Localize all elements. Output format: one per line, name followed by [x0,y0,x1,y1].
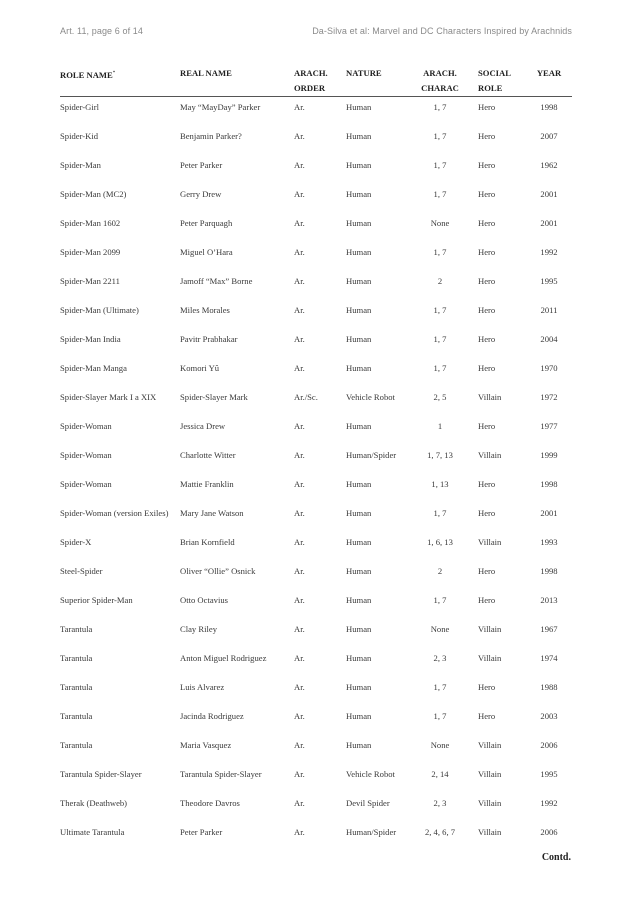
role-name-cell: Spider-Woman [60,450,112,460]
real-name-cell: Charlotte Witter [180,450,236,460]
real-name-cell: Peter Parker [180,827,223,837]
social-role-cell: Villain [478,740,502,750]
social-role-cell: Villain [478,827,502,837]
arach-order-cell: Ar. [294,740,305,750]
social-role-cell: Villain [478,624,502,634]
year-cell: 1999 [540,450,558,460]
year-cell: 1992 [540,247,558,257]
arach-charac-cell: 1, 7 [433,334,447,344]
nature-cell: Human [346,682,372,692]
table-row [60,300,572,329]
social-role-cell: Hero [478,595,496,605]
table-row [60,213,572,242]
table-row [60,97,572,127]
social-role-cell: Villain [478,798,502,808]
year-cell: 2001 [540,218,558,228]
social-role-cell: Villain [478,653,502,663]
nature-cell: Human/Spider [346,827,397,837]
table-row [60,155,572,184]
social-role-cell: Hero [478,479,496,489]
arach-charac-cell: 1, 13 [431,479,449,489]
table-row [60,242,572,271]
real-name-cell: Theodore Davros [180,798,240,808]
social-role-cell: Hero [478,218,496,228]
arach-charac-cell: 1, 7 [433,189,447,199]
table-row [60,184,572,213]
real-name-cell: Brian Kornfield [180,537,235,547]
real-name-cell: Luis Alvarez [180,682,225,692]
role-name-cell: Superior Spider-Man [60,595,133,605]
nature-cell: Human [346,305,372,315]
arach-charac-cell: 2 [437,276,443,286]
social-role-cell: Villain [478,392,502,402]
year-cell: 1988 [540,682,558,692]
arach-charac-cell: 2, 3 [433,653,447,663]
arach-order-cell: Ar. [294,363,305,373]
real-name-cell: Spider-Slayer Mark [180,392,248,402]
year-cell: 2006 [540,827,558,837]
role-name-cell: Spider-X [60,537,92,547]
nature-cell: Human [346,740,372,750]
year-cell: 1998 [540,566,558,576]
role-name-cell: Tarantula [60,740,93,750]
year-cell: 1972 [540,392,558,402]
arach-order-cell: Ar. [294,189,305,199]
arach-order-cell: Ar. [294,653,305,663]
social-role-cell: Villain [478,450,502,460]
year-cell: 1998 [540,479,558,489]
real-name-cell: Gerry Drew [180,189,222,199]
arach-charac-cell: None [430,740,450,750]
year-cell: 1995 [540,276,558,286]
arach-charac-cell: 1, 7 [433,160,447,170]
table-row [60,358,572,387]
continued-label: Contd. [541,852,571,863]
role-name-cell: Spider-Man (MC2) [60,189,127,199]
nature-cell: Human [346,334,372,344]
social-role-cell: Hero [478,711,496,721]
nature-cell: Human [346,218,372,228]
year-cell: 1992 [540,798,558,808]
role-name-cell: Tarantula [60,653,93,663]
year-cell: 1967 [540,624,558,634]
nature-cell: Human [346,624,372,634]
arach-order-cell: Ar. [294,595,305,605]
arach-order-cell: Ar. [294,798,305,808]
arach-order-cell: Ar. [294,827,305,837]
social-role-cell: Hero [478,276,496,286]
social-role-cell: Hero [478,421,496,431]
column-header-social-role: SOCIAL ROLE [468,66,526,97]
role-name-cell: Spider-Woman (version Exiles) [60,508,169,518]
role-name-cell: Spider-Girl [60,102,99,112]
nature-cell: Human [346,508,372,518]
year-cell: 1993 [540,537,558,547]
role-name-cell: Ultimate Tarantula [60,827,125,837]
role-name-cell: Spider-Man (Ultimate) [60,305,139,315]
footnote-marker: * [112,71,116,76]
arach-order-cell: Ar. [294,624,305,634]
arach-charac-cell: 1, 7 [433,711,447,721]
arach-charac-cell: None [430,218,450,228]
real-name-cell: Peter Parquagh [180,218,233,228]
nature-cell: Human [346,421,372,431]
real-name-cell: Jessica Drew [180,421,226,431]
role-name-cell: Steel-Spider [60,566,103,576]
arach-charac-cell: 1, 7 [433,508,447,518]
table-row [60,329,572,358]
real-name-cell: Miles Morales [180,305,230,315]
table-header-row [60,66,572,97]
arach-order-cell: Ar. [294,711,305,721]
nature-cell: Vehicle Robot [346,392,395,402]
nature-cell: Devil Spider [346,798,390,808]
nature-cell: Human [346,363,372,373]
arach-charac-cell: None [430,624,450,634]
real-name-cell: Anton Miguel Rodriguez [180,653,267,663]
arach-order-cell: Ar. [294,247,305,257]
social-role-cell: Hero [478,102,496,112]
arach-charac-cell: 1, 7 [433,247,447,257]
role-name-cell: Spider-Slayer Mark I a XIX [60,392,157,402]
real-name-cell: Pavitr Prabhakar [180,334,238,344]
real-name-cell: Jamoff “Max” Borne [180,276,253,286]
social-role-cell: Hero [478,189,496,199]
table-row [60,503,572,532]
year-cell: 2011 [540,305,558,315]
arach-charac-cell: 1, 7 [433,131,447,141]
arach-charac-cell: 1, 7, 13 [427,450,453,460]
role-name-cell: Spider-Woman [60,479,112,489]
table-row [60,561,572,590]
social-role-cell: Hero [478,305,496,315]
table-row [60,619,572,648]
nature-cell: Human [346,102,372,112]
arach-order-cell: Ar. [294,682,305,692]
role-name-cell: Spider-Man India [60,334,121,344]
arach-order-cell: Ar. [294,160,305,170]
table-row [60,764,572,793]
role-name-cell: Spider-Man 1602 [60,218,121,228]
column-header-real-name: REAL NAME [180,66,294,97]
real-name-cell: Tarantula Spider-Slayer [180,769,262,779]
role-name-cell: Spider-Man 2099 [60,247,121,257]
page-number-label: Art. 11, page 6 of 14 [60,26,143,36]
column-header-nature: NATURE [346,66,412,97]
nature-cell: Human [346,479,372,489]
table-row [60,445,572,474]
arach-charac-cell: 1, 7 [433,305,447,315]
table-row [60,271,572,300]
arach-charac-cell: 2, 4, 6, 7 [424,827,456,837]
arach-charac-cell: 1, 6, 13 [427,537,453,547]
table-row [60,387,572,416]
arach-charac-cell: 1, 7 [433,595,447,605]
arach-order-cell: Ar. [294,334,305,344]
role-name-cell: Spider-Man [60,160,101,170]
arach-charac-cell: 1 [437,421,443,431]
arach-charac-cell: 2 [437,566,443,576]
real-name-cell: Benjamin Parker? [180,131,242,141]
table-row [60,416,572,445]
arach-order-cell: Ar. [294,537,305,547]
real-name-cell: May “MayDay” Parker [180,102,261,112]
arach-charac-cell: 2, 5 [433,392,447,402]
column-header-year: YEAR [526,66,572,97]
role-name-cell: Tarantula Spider-Slayer [60,769,142,779]
role-name-cell: Spider-Man 2211 [60,276,120,286]
arach-order-cell: Ar./Sc. [294,392,318,402]
arach-order-cell: Ar. [294,450,305,460]
role-name-cell: Tarantula [60,711,93,721]
table-row [60,706,572,735]
real-name-cell: Oliver “Ollie” Osnick [180,566,256,576]
role-name-cell: Spider-Woman [60,421,112,431]
year-cell: 2001 [540,189,558,199]
year-cell: 1962 [540,160,558,170]
nature-cell: Human [346,247,372,257]
nature-cell: Human [346,653,372,663]
year-cell: 1995 [540,769,558,779]
nature-cell: Human [346,595,372,605]
page-header [60,26,572,40]
table-row [60,735,572,764]
arach-order-cell: Ar. [294,769,305,779]
real-name-cell: Peter Parker [180,160,223,170]
arach-charac-cell: 2, 14 [431,769,449,779]
year-cell: 1970 [540,363,558,373]
arach-order-cell: Ar. [294,131,305,141]
running-title: Da-Silva et al: Marvel and DC Characters Inspired by Arachnids [312,26,572,36]
table-row [60,677,572,706]
real-name-cell: Maria Vasquez [180,740,232,750]
arach-order-cell: Ar. [294,218,305,228]
column-header-arach-charac: ARACH. CHARAC [412,66,468,97]
role-name-cell: Therak (Deathweb) [60,798,128,808]
arach-charac-cell: 2, 3 [433,798,447,808]
social-role-cell: Hero [478,334,496,344]
social-role-cell: Villain [478,769,502,779]
year-cell: 1974 [540,653,558,663]
table-row [60,474,572,503]
social-role-cell: Hero [478,508,496,518]
real-name-cell: Miguel O’Hara [180,247,233,257]
social-role-cell: Villain [478,537,502,547]
nature-cell: Human [346,566,372,576]
arach-charac-cell: 1, 7 [433,682,447,692]
role-name-cell: Spider-Man Manga [60,363,127,373]
table-row [60,822,572,851]
nature-cell: Human [346,189,372,199]
real-name-cell: Komori Yû [180,363,220,373]
arach-order-cell: Ar. [294,566,305,576]
arach-order-cell: Ar. [294,479,305,489]
role-name-cell: Tarantula [60,682,93,692]
nature-cell: Human [346,160,372,170]
real-name-cell: Mattie Franklin [180,479,234,489]
arach-order-cell: Ar. [294,102,305,112]
real-name-cell: Mary Jane Watson [180,508,244,518]
social-role-cell: Hero [478,160,496,170]
table-row [60,793,572,822]
table-row [60,590,572,619]
year-cell: 2001 [540,508,558,518]
characters-table [60,66,572,851]
social-role-cell: Hero [478,247,496,257]
arach-charac-cell: 1, 7 [433,102,447,112]
year-cell: 2003 [540,711,558,721]
column-header-role-name: ROLE NAME* [60,66,180,97]
arach-order-cell: Ar. [294,421,305,431]
year-cell: 1977 [540,421,558,431]
real-name-cell: Clay Riley [180,624,217,634]
real-name-cell: Otto Octavius [180,595,228,605]
arach-order-cell: Ar. [294,508,305,518]
year-cell: 2013 [540,595,558,605]
arach-charac-cell: 1, 7 [433,363,447,373]
nature-cell: Human [346,276,372,286]
table-row [60,126,572,155]
social-role-cell: Hero [478,363,496,373]
arach-order-cell: Ar. [294,305,305,315]
nature-cell: Vehicle Robot [346,769,395,779]
role-name-cell: Spider-Kid [60,131,99,141]
nature-cell: Human/Spider [346,450,397,460]
year-cell: 1998 [540,102,558,112]
column-header-arach-order: ARACH. ORDER [294,66,346,97]
role-name-cell: Tarantula [60,624,93,634]
table-row [60,532,572,561]
social-role-cell: Hero [478,566,496,576]
social-role-cell: Hero [478,682,496,692]
table-body [60,97,572,852]
year-cell: 2004 [540,334,558,344]
real-name-cell: Jacinda Rodriguez [180,711,244,721]
year-cell: 2007 [540,131,558,141]
year-cell: 2006 [540,740,558,750]
social-role-cell: Hero [478,131,496,141]
nature-cell: Human [346,537,372,547]
arach-order-cell: Ar. [294,276,305,286]
nature-cell: Human [346,711,372,721]
nature-cell: Human [346,131,372,141]
table-row [60,648,572,677]
